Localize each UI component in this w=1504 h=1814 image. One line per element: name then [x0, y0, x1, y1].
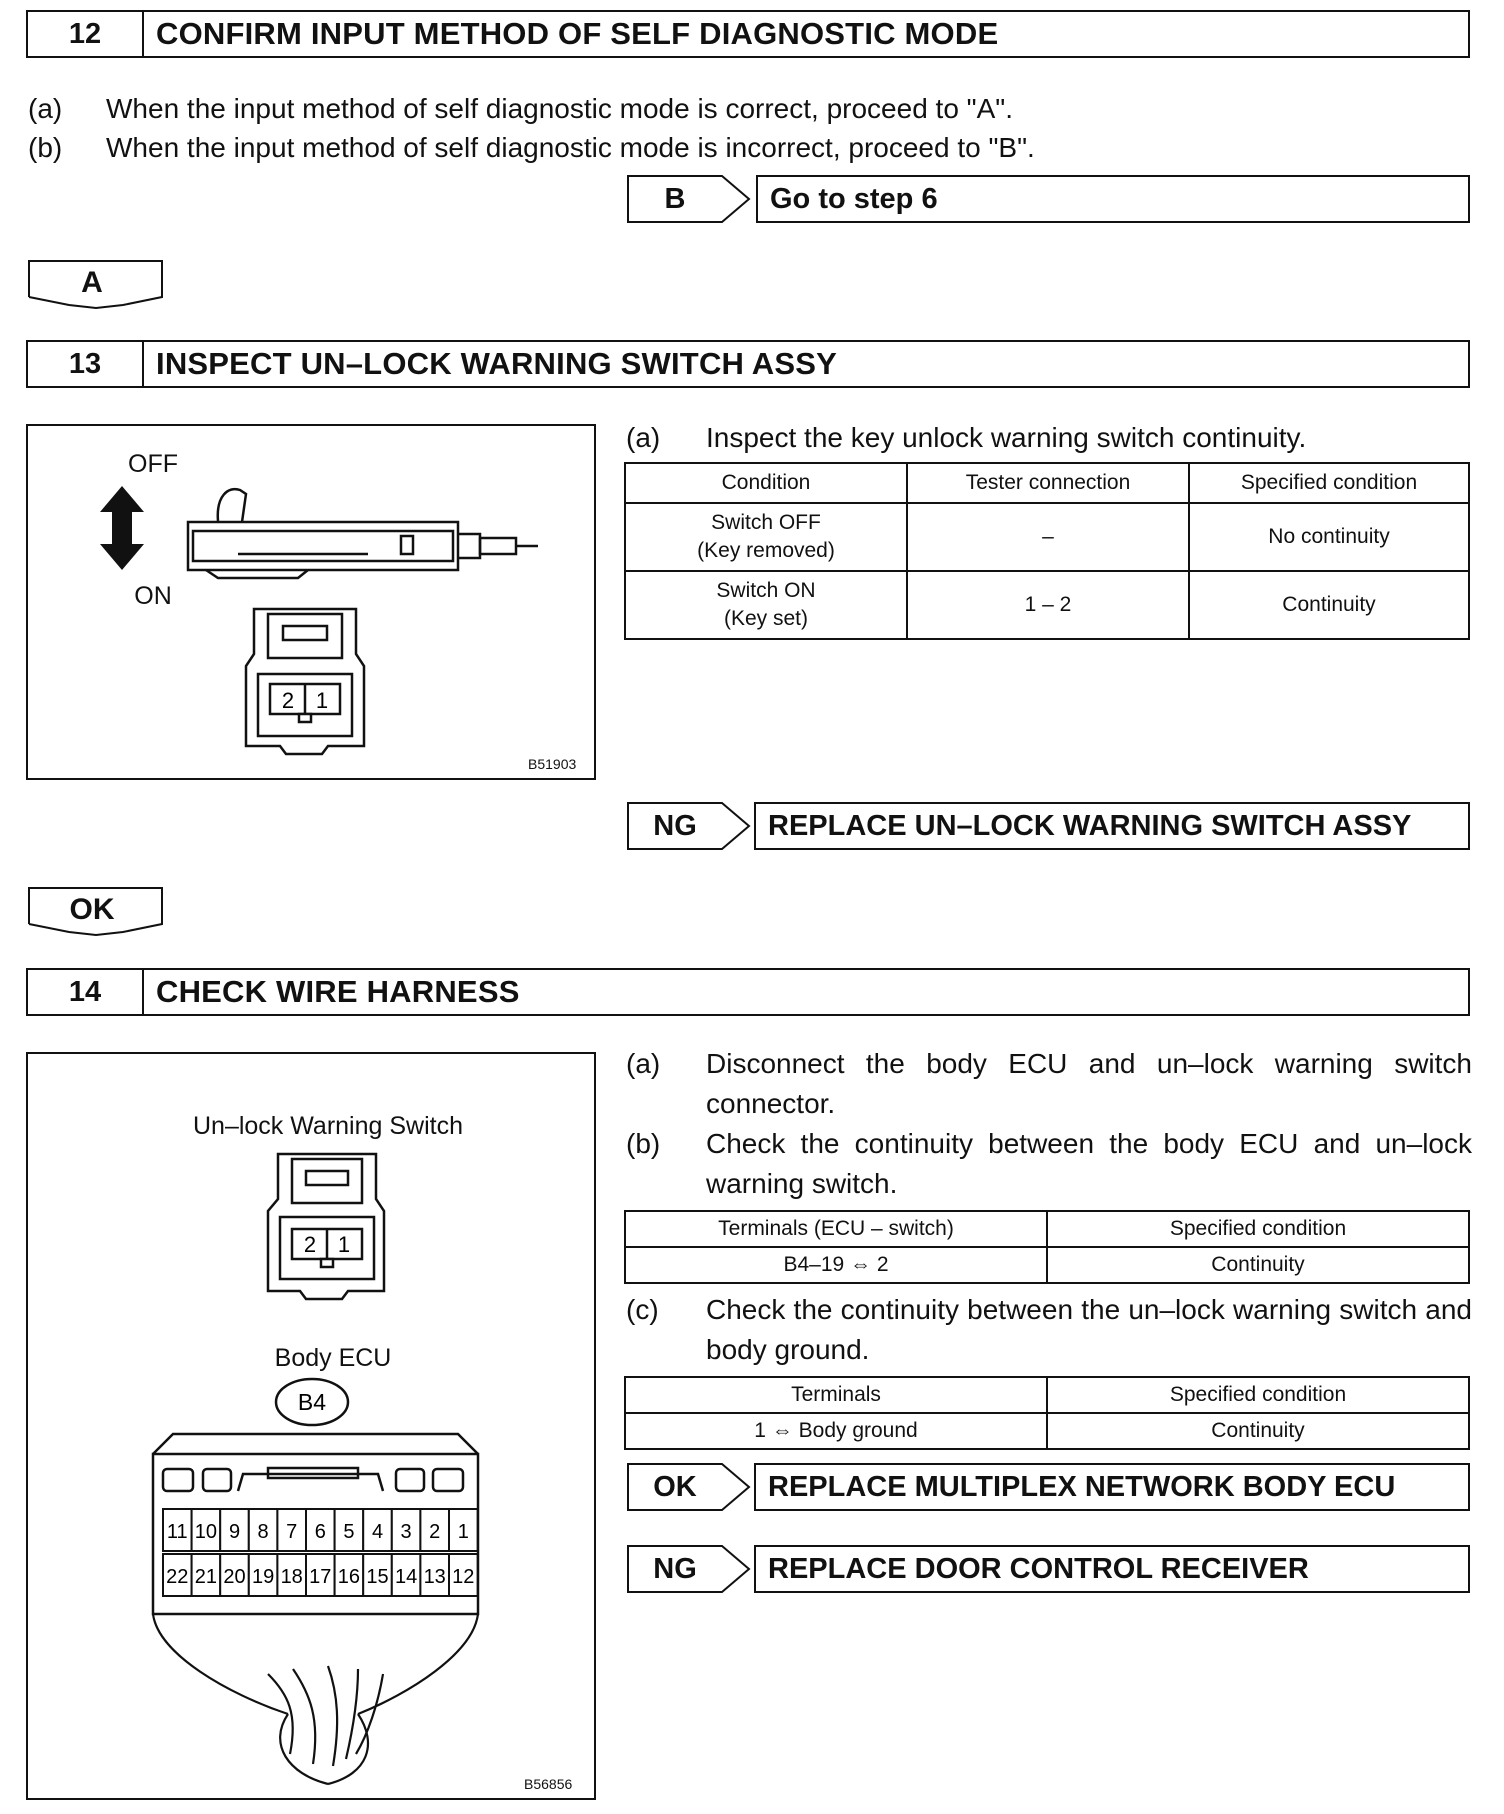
item-text: Check the continuity between the un–lock warning switch and body ground. [706, 1294, 1472, 1365]
pin-2-label: 2 [281, 688, 295, 713]
cell-spec: No continuity [1189, 503, 1469, 571]
branch-ok-result: REPLACE MULTIPLEX NETWORK BODY ECU [754, 1463, 1470, 1511]
ecu-switch-table [624, 1210, 1470, 1284]
item-label: (a) [626, 1048, 661, 1079]
pin-number-label: 10 [194, 1521, 218, 1543]
pin-number-label: 5 [343, 1521, 355, 1543]
header-terminals: Terminals [625, 1377, 1047, 1413]
pin-number-label: 18 [280, 1566, 303, 1588]
pin-number-label: 1 [457, 1521, 469, 1543]
step-number: 14 [28, 970, 144, 1014]
pin-number-label: 12 [452, 1566, 475, 1588]
item-label: (c) [626, 1294, 659, 1325]
pin-number-label: 15 [366, 1566, 389, 1588]
step-14-header [26, 968, 1470, 1016]
pin-number-label: 11 [166, 1521, 188, 1543]
header-terminals: Terminals (ECU – switch) [625, 1211, 1047, 1247]
pin-1-label: 1 [337, 1232, 351, 1257]
cell-spec: Continuity [1047, 1413, 1469, 1449]
table-row [625, 1413, 1469, 1449]
on-label: ON [134, 582, 172, 610]
step-number: 13 [28, 342, 144, 386]
table-header-row [625, 463, 1469, 503]
pin-number-label: 4 [371, 1521, 384, 1543]
switch-figure [26, 424, 596, 780]
connector-icon [246, 609, 364, 754]
header-tester: Tester connection [907, 463, 1189, 503]
cell-condition [625, 503, 907, 571]
header-spec: Specified condition [1047, 1211, 1469, 1247]
header-spec: Specified condition [1047, 1377, 1469, 1413]
table-row [625, 503, 1469, 571]
header-condition: Condition [625, 463, 907, 503]
condition-sub: (Key set) [723, 607, 809, 630]
condition-main: Switch ON [716, 579, 816, 602]
figure-code: B56856 [524, 1776, 573, 1792]
branch-ok-tab [28, 886, 164, 936]
pin-number-label: 2 [429, 1521, 441, 1543]
pin-number-label: 16 [337, 1566, 361, 1588]
item-label: (b) [28, 132, 63, 163]
cell-terminals: 1 ⇔ Body ground [625, 1413, 1047, 1449]
pin-number-label: 19 [251, 1566, 275, 1588]
off-label: OFF [128, 450, 178, 478]
tab-label: OK [69, 893, 115, 926]
branch-ng-result: REPLACE UN–LOCK WARNING SWITCH ASSY [754, 802, 1470, 850]
item-text: Check the continuity between the body ECU and un–lock warning switch. [706, 1128, 1472, 1199]
branch-a-tab [28, 259, 164, 309]
pin-number-label: 3 [400, 1521, 412, 1543]
branch-ng-key [627, 1545, 751, 1593]
step-13-instruction [626, 418, 1472, 458]
branch-ng-key [627, 802, 751, 850]
branch-b-key [627, 175, 751, 223]
table-row [625, 1247, 1469, 1283]
item-label: (a) [28, 93, 63, 124]
switch-body-icon [188, 489, 538, 578]
cell-spec: Continuity [1189, 571, 1469, 639]
step-number: 12 [28, 12, 144, 56]
tab-label: A [81, 266, 103, 299]
step-12-item-b [28, 128, 1468, 168]
figure-code: B51903 [528, 756, 577, 772]
wire-harness-icon [153, 1614, 478, 1784]
pin-number-label: 14 [394, 1566, 418, 1588]
item-text: Inspect the key unlock warning switch continuity. [706, 422, 1307, 453]
table-header-row [625, 1377, 1469, 1413]
step-12-header [26, 10, 1470, 58]
branch-b-result: Go to step 6 [756, 175, 1470, 223]
switch-connector-icon [268, 1154, 384, 1299]
pin-number-label: 21 [194, 1566, 218, 1588]
pin-number-label: 13 [423, 1566, 446, 1588]
branch-key-label: NG [653, 1553, 697, 1585]
step-13-header [26, 340, 1470, 388]
branch-key-label: NG [653, 810, 697, 842]
double-arrow-icon [100, 486, 144, 570]
pin-number-label: 22 [166, 1566, 189, 1588]
step-title: CONFIRM INPUT METHOD OF SELF DIAGNOSTIC MODE [156, 16, 999, 51]
switch-drawing [28, 426, 594, 778]
pin-number-label: 7 [286, 1521, 298, 1543]
step-title: INSPECT UN–LOCK WARNING SWITCH ASSY [156, 346, 837, 381]
step-12-item-a [28, 89, 1468, 129]
cell-spec: Continuity [1047, 1247, 1469, 1283]
pin-number-label: 8 [257, 1521, 269, 1543]
condition-sub: (Key removed) [697, 539, 835, 562]
item-text: When the input method of self diagnostic mode is incorrect, proceed to "B". [106, 132, 1035, 163]
cell-tester: – [907, 503, 1189, 571]
ecu-connector-label: B4 [297, 1389, 327, 1415]
branch-ok-key [627, 1463, 751, 1511]
table-header-row [625, 1211, 1469, 1247]
switch-ground-table [624, 1376, 1470, 1450]
pin-number-label: 20 [223, 1566, 246, 1588]
cell-condition [625, 571, 907, 639]
branch-key-label: OK [653, 1471, 697, 1503]
switch-label: Un–lock Warning Switch [192, 1112, 463, 1140]
step-14-item-c [626, 1290, 1472, 1370]
condition-main: Switch OFF [711, 511, 821, 534]
harness-drawing [28, 1054, 594, 1798]
ecu-label: Body ECU [274, 1344, 392, 1372]
branch-ng-result: REPLACE DOOR CONTROL RECEIVER [754, 1545, 1470, 1593]
harness-figure [26, 1052, 596, 1800]
header-spec: Specified condition [1189, 463, 1469, 503]
branch-key-label: B [664, 183, 686, 215]
pin-number-label: 9 [228, 1521, 241, 1543]
table-row [625, 571, 1469, 639]
step-14-item-b [626, 1124, 1472, 1204]
pin-2-label: 2 [303, 1232, 317, 1257]
cell-tester: 1 – 2 [907, 571, 1189, 639]
item-text: Disconnect the body ECU and un–lock warning switch connector. [706, 1048, 1472, 1119]
pin-number-label: 6 [314, 1521, 326, 1543]
switch-continuity-table [624, 462, 1470, 640]
item-label: (b) [626, 1128, 661, 1159]
cell-terminals: B4–19 ⇔ 2 [625, 1247, 1047, 1283]
step-title: CHECK WIRE HARNESS [156, 974, 520, 1009]
pin-number-label: 17 [309, 1566, 332, 1588]
step-14-item-a [626, 1044, 1472, 1124]
pin-1-label: 1 [315, 688, 329, 713]
item-label: (a) [626, 422, 661, 453]
item-text: When the input method of self diagnostic mode is correct, proceed to "A". [106, 93, 1014, 124]
